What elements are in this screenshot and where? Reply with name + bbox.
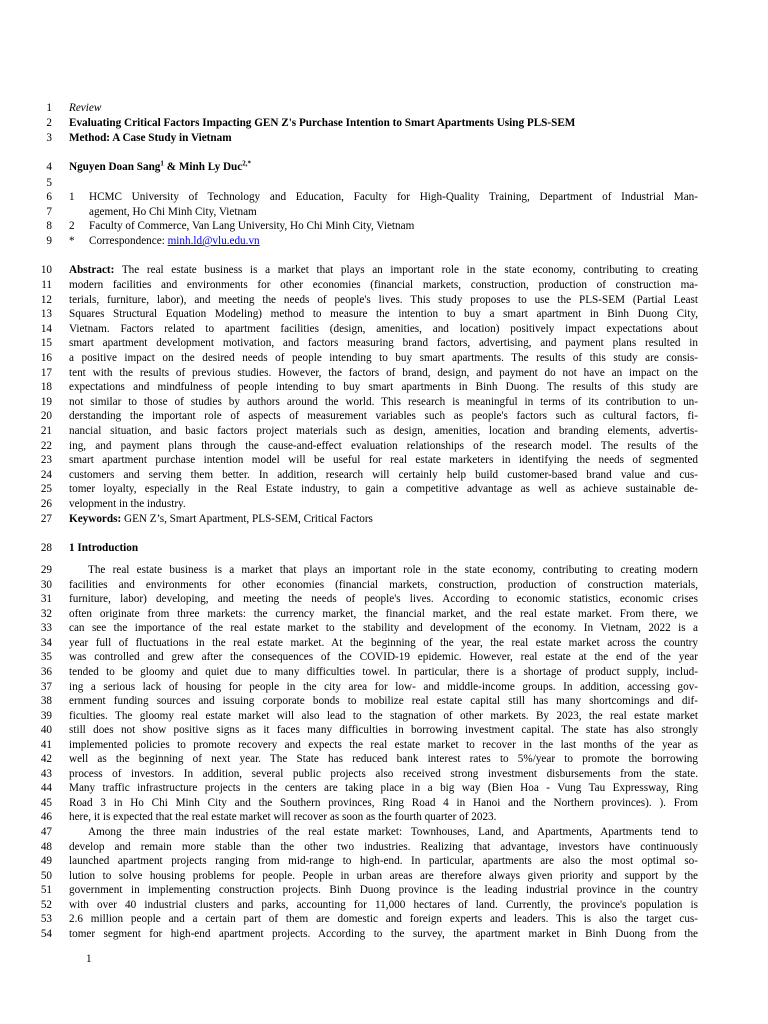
article-type: Review — [69, 102, 102, 114]
line-number: 54 — [40, 928, 52, 940]
line-number: 29 — [40, 564, 52, 576]
line-number: 35 — [40, 651, 52, 663]
author-separator: & — [163, 161, 179, 173]
line-number: 15 — [40, 337, 52, 349]
abstract-line: Squares Structural Equation Modeling) method to measure the intention to buy a smart apartment in Binh Duong City, — [69, 308, 698, 320]
affiliation-1-number: 1 — [69, 191, 75, 203]
abstract-line: velopment in the industry. — [69, 498, 186, 510]
line-number: 26 — [40, 498, 52, 510]
line-number: 53 — [40, 913, 52, 925]
author-2: Minh Ly Duc — [178, 161, 243, 173]
abstract-line: expectations and mindfulness of people intending to buy smart apartments in Binh Duong. The results of this study are — [69, 381, 698, 393]
introduction-line: process of investors. In addition, several public projects also received strong investment disbursements from the state. — [69, 768, 698, 780]
introduction-line: here, it is expected that the real estate market will recover as soon as the fourth quarter of 2023. — [69, 811, 497, 823]
line-number: 8 — [46, 220, 52, 232]
line-number: 7 — [46, 206, 52, 218]
line-number: 47 — [40, 826, 52, 838]
title-line-1: Evaluating Critical Factors Impacting GEN Z's Purchase Intention to Smart Apartments Using PLS-SEM — [69, 117, 576, 129]
author-1-affil: 1 — [160, 159, 164, 168]
abstract-line — [69, 263, 698, 277]
introduction-line: government in implementing construction projects. Binh Duong province is the leading industrial province in the country — [69, 884, 698, 896]
abstract-line: smart apartment purchase intention model will be useful for real estate marketers in identifying the needs of segmented — [69, 454, 698, 466]
line-number: 33 — [40, 622, 52, 634]
abstract-line: tomer loyalty, especially in the Real Estate industry, to gain a competitive advantage as well as achieve sustainable de- — [69, 483, 698, 495]
introduction-line: tomer segment for high-end apartment projects. According to the survey, the apartment market in Binh Duong from the — [69, 928, 698, 940]
abstract-line: nancial situation, and basic factors project materials such as design, amenities, location and branding elements, advertis- — [69, 425, 698, 437]
introduction-line: ing a serious lack of housing for people in the city area for low- and middle-income groups. In addition, accessing gov- — [69, 681, 698, 693]
abstract-line: Vietnam. Factors related to apartment facilities (design, amenities, and location) positively impact expectations about — [69, 323, 698, 335]
introduction-line: ficulties. The gloomy real estate market will also lead to the stagnation of other markets. By 2023, the real estate market — [69, 710, 698, 722]
abstract-line: terials, furniture, labor), and meeting the needs of people's lives. This study proposes to use the PLS-SEM (Partial Least — [69, 294, 698, 306]
line-number: 45 — [40, 797, 52, 809]
abstract-line: tent with the results of previous studies. However, the factors of brand, design, and payment do not have an impact on the — [69, 367, 698, 379]
line-number: 11 — [41, 279, 52, 291]
correspondence-mark: * — [69, 235, 75, 247]
line-number: 18 — [40, 381, 52, 393]
line-number: 5 — [46, 177, 52, 189]
abstract-line: a positive impact on the desired needs of people intending to buy smart apartments. The results of this study are consis- — [69, 352, 698, 364]
correspondence-email-link[interactable]: minh.ld@vlu.edu.vn — [167, 235, 260, 247]
line-number: 49 — [40, 855, 52, 867]
line-number: 50 — [40, 870, 52, 882]
abstract-text: The real estate business is a market that plays an important role in the state economy, contributing to creating — [114, 264, 698, 276]
line-number: 39 — [40, 710, 52, 722]
introduction-line: The real estate business is a market that plays an important role in the state economy, contributing to creating modern — [88, 564, 698, 576]
line-number: 17 — [40, 367, 52, 379]
line-number: 52 — [40, 899, 52, 911]
line-number: 48 — [40, 841, 52, 853]
line-number: 34 — [40, 637, 52, 649]
line-number: 1 — [46, 102, 52, 114]
introduction-line: year full of fluctuations in the real estate market. At the beginning of the year, the real estate market across the country — [69, 637, 698, 649]
abstract-line: smart apartment development motivation, and factors measuring brand factors, advertising, and payment plans resulted in — [69, 337, 698, 349]
line-number: 20 — [40, 410, 52, 422]
abstract-line: derstanding the important role of aspects of measurement variables such as people's factors such as cultural factors, fi- — [69, 410, 698, 422]
line-number: 31 — [40, 593, 52, 605]
introduction-line: can see the importance of the real estate market to the stability and development of the economy. In Vietnam, 2022 is a — [69, 622, 698, 634]
affiliation-1-line-1: HCMC University of Technology and Education, Faculty for High-Quality Training, Department of Industrial Man- — [89, 191, 698, 203]
line-number: 6 — [46, 191, 52, 203]
section-heading-introduction: 1 Introduction — [69, 542, 139, 554]
introduction-line: facilities and environments for other economies (financial markets, construction, production of construction materials, — [69, 579, 698, 591]
line-number: 42 — [40, 753, 52, 765]
abstract-line: not similar to those of studies by authors around the world. This research is meaningful in terms of its contribution to un- — [69, 396, 698, 408]
introduction-line: Among the three main industries of the real estate market: Townhouses, Land, and Apartments, Apartments tend to — [88, 826, 698, 838]
line-number: 36 — [40, 666, 52, 678]
line-number: 25 — [40, 483, 52, 495]
line-number: 10 — [40, 264, 52, 276]
introduction-line: develop and remain more stable than the other two industries. Realizing that advantage, investors have continuously — [69, 841, 698, 853]
line-number: 14 — [40, 323, 52, 335]
affiliation-2-number: 2 — [69, 220, 75, 232]
keywords — [69, 512, 698, 526]
line-number: 30 — [40, 579, 52, 591]
line-number: 46 — [40, 811, 52, 823]
line-number: 38 — [40, 695, 52, 707]
line-number: 4 — [46, 161, 52, 173]
title-line-2: Method: A Case Study in Vietnam — [69, 132, 232, 144]
introduction-line: still does not show positive signs as it faces many difficulties in borrowing investment capital. The state has also strongly — [69, 724, 698, 736]
author-2-affil: 2,* — [242, 159, 251, 168]
introduction-line: 2.6 million people and a certain part of them are domestic and foreign experts and leaders. This is also the target cus- — [69, 913, 698, 925]
line-number: 23 — [40, 454, 52, 466]
line-number: 32 — [40, 608, 52, 620]
line-number: 44 — [40, 782, 52, 794]
page-number: 1 — [86, 953, 92, 965]
introduction-line: lution to solve housing problems for people. People in urban areas are therefore always given priority and support by the — [69, 870, 698, 882]
introduction-line: was controlled and grew after the consequences of the COVID-19 epidemic. However, real estate at the end of the year — [69, 651, 698, 663]
introduction-line: ernment funding sources and issuing corporate bonds to mobilize real estate capital still has many shortcomings and dif- — [69, 695, 698, 707]
line-number: 41 — [40, 739, 52, 751]
line-number: 37 — [40, 681, 52, 693]
line-number: 3 — [46, 132, 52, 144]
line-number: 24 — [40, 469, 52, 481]
line-number: 22 — [40, 440, 52, 452]
line-number: 12 — [40, 294, 52, 306]
author-list — [69, 160, 698, 174]
line-number: 9 — [46, 235, 52, 247]
introduction-line: launched apartment projects ranging from mid-range to high-end. In particular, apartments are also the most optimal so- — [69, 855, 698, 867]
affiliation-1-line-2: agement, Ho Chi Minh City, Vietnam — [89, 206, 257, 218]
keywords-label: Keywords: — [69, 513, 122, 525]
affiliation-2: Faculty of Commerce, Van Lang University, Ho Chi Minh City, Vietnam — [89, 220, 415, 232]
abstract-label: Abstract: — [69, 264, 115, 276]
author-1: Nguyen Doan Sang — [69, 161, 161, 173]
introduction-line: Many traffic infrastructure projects in the centers are taking place in a big way (Bien Hoa - Vung Tau Expressway, Ring — [69, 782, 698, 794]
line-number: 19 — [40, 396, 52, 408]
line-number: 13 — [40, 308, 52, 320]
line-number: 2 — [46, 117, 52, 129]
abstract-line: modern facilities and environments for other economies (financial markets, construction, production of construction ma- — [69, 279, 698, 291]
introduction-line: Road 3 in Ho Chi Minh City and the Southern provinces, Ring Road 4 in Hanoi and the Northern provinces). ). From — [69, 797, 698, 809]
introduction-line: implemented policies to promote recovery and expects the real estate market to recover in the last months of the year as — [69, 739, 698, 751]
line-number: 21 — [40, 425, 52, 437]
correspondence — [89, 234, 698, 248]
introduction-line: with over 40 industrial clusters and parks, accounting for 11,000 hectares of land. Currently, the province's population is — [69, 899, 698, 911]
line-number: 40 — [40, 724, 52, 736]
correspondence-label: Correspondence: — [89, 235, 168, 247]
line-number: 16 — [40, 352, 52, 364]
introduction-line: well as the beginning of next year. The State has reduced bank interest rates to 5%/year to promote the borrowing — [69, 753, 698, 765]
abstract-line: ing, and payment plans through the cause-and-effect evaluation relationships of the research model. The results of the — [69, 440, 698, 452]
keywords-text: GEN Z’s, Smart Apartment, PLS-SEM, Critical Factors — [121, 513, 373, 525]
line-number: 27 — [40, 513, 52, 525]
abstract-line: customers and serving them better. In addition, research will certainly help build customer-based brand value and cus- — [69, 469, 698, 481]
introduction-line: tended to be gloomy and quiet due to many difficulties towel. In particular, there is a shortage of product supply, includ- — [69, 666, 698, 678]
line-number: 51 — [40, 884, 52, 896]
introduction-line: often originate from three markets: the currency market, the financial market, and the real estate market. From there, we — [69, 608, 698, 620]
introduction-line: furniture, labor) developing, and meeting the needs of people's lives. According to economic statistics, economic crises — [69, 593, 698, 605]
line-number: 43 — [40, 768, 52, 780]
line-number: 28 — [40, 542, 52, 554]
